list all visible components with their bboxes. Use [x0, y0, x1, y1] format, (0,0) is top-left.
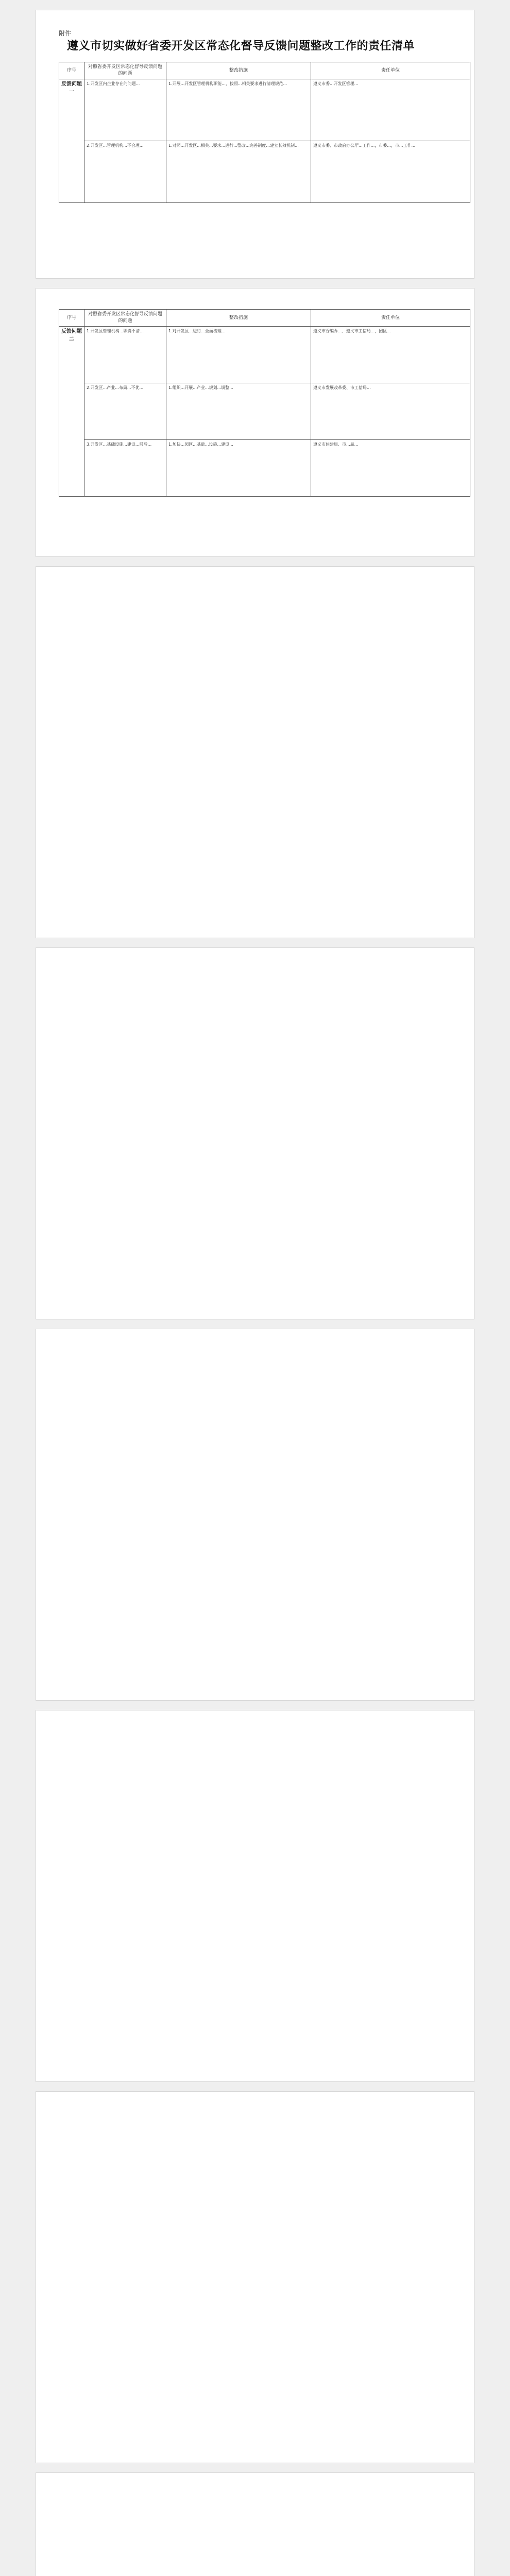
document-page-4 [36, 948, 474, 1319]
header-unit: 责任单位 [311, 310, 470, 327]
header-seq: 序号 [59, 310, 84, 327]
header-task: 整改措施 [166, 310, 311, 327]
document-page-7 [36, 2092, 474, 2463]
responsibility-table [59, 309, 470, 497]
row-unit: 遵义市住建局、市...局... [311, 440, 470, 497]
row-unit: 遵义市委...开发区管理... [311, 79, 470, 141]
document-title: 遵义市切实做好省委开发区常态化督导反馈问题整改工作的责任清单 [67, 39, 415, 52]
document-page-5 [36, 1329, 474, 1700]
row-seq: 反馈问题一 [59, 79, 84, 203]
row-unit: 遵义市委、市政府办公厅...工作...，市委...，市...工作... [311, 141, 470, 203]
header-issue: 对照省委开发区常态化督导反馈问题的问题 [84, 62, 166, 79]
table-row [59, 440, 470, 497]
header-unit: 责任单位 [311, 62, 470, 79]
document-page-6 [36, 1710, 474, 2081]
document-page-8 [36, 2473, 474, 2576]
row-issue: 2.开发区...管理机构...不合理... [84, 141, 166, 203]
row-unit: 遵义市委编办...、遵义市工信局...，园区... [311, 327, 470, 383]
table-row [59, 79, 470, 141]
header-task: 整改措施 [166, 62, 311, 79]
row-task: 1.对开发区...进行...全面梳理... [166, 327, 311, 383]
row-task: 1.组织...开展...产业...规划...调整... [166, 383, 311, 440]
document-page-3 [36, 567, 474, 938]
table-row [59, 327, 470, 383]
row-unit: 遵义市发展改革委、市工信局... [311, 383, 470, 440]
table-header-row [59, 62, 470, 79]
attachment-label: 附件 [59, 30, 72, 37]
header-seq: 序号 [59, 62, 84, 79]
table-header-row [59, 310, 470, 327]
header-issue: 对照省委开发区常态化督导反馈问题的问题 [84, 310, 166, 327]
row-issue: 2.开发区...产业...布局...不优... [84, 383, 166, 440]
row-task: 1.加快...园区...基础...设施...建设... [166, 440, 311, 497]
row-issue: 1.开发区管理机构...职责不清... [84, 327, 166, 383]
table-row [59, 383, 470, 440]
table-row [59, 141, 470, 203]
document-page-2 [36, 289, 474, 556]
row-issue: 1.开发区内企业存在的问题... [84, 79, 166, 141]
row-task: 1.开展...开发区管理机构职能...，按照...相关要求进行清理规范... [166, 79, 311, 141]
row-seq: 反馈问题二 [59, 327, 84, 497]
row-task: 1.对照...开发区...相关...要求...进行...整改...完善制度...建立长效机制... [166, 141, 311, 203]
document-page-1 [36, 10, 474, 278]
responsibility-table [59, 62, 470, 203]
row-issue: 3.开发区...基础设施...建设...滞后... [84, 440, 166, 497]
